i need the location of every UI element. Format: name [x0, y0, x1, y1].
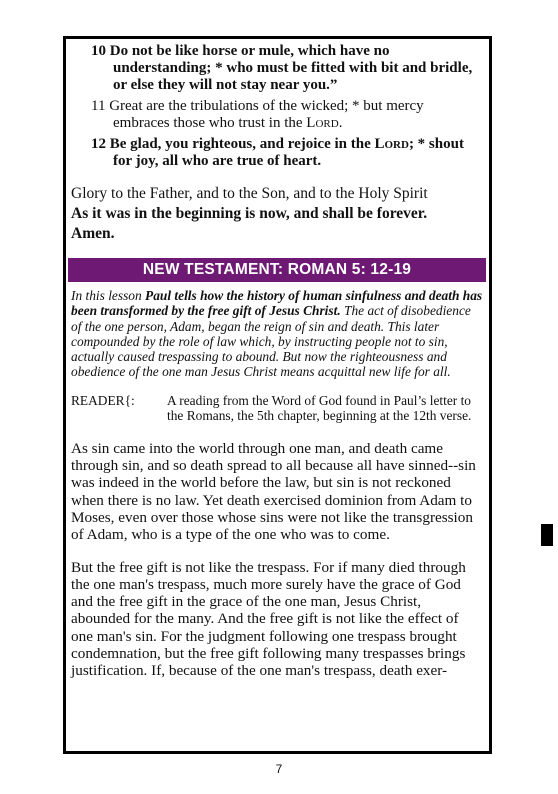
verse-10: 10 Do not be like horse or mule, which have no understanding; * who must be fitted with bit and bridle, or else they will not stay near you.”	[91, 43, 473, 93]
lesson-intro	[71, 288, 483, 380]
section-heading: NEW TESTAMENT: ROMAN 5: 12-19	[68, 258, 486, 282]
reader-text: A reading from the Word of God found in Paul’s letter to the Romans, the 5th chapter, beginning at the 12th verse.	[167, 392, 472, 424]
intro-rest: The act of disobedience of the one person, Adam, began the reign of sin and death. This later compounded by the role of law which, by instructing people not to sin, actually caused trespassing to abound. But now the righteousness and obedience of the one man Jesus Christ means acquittal new life for all.	[71, 303, 471, 380]
intro-prefix: In this lesson	[71, 288, 146, 303]
page-content	[71, 43, 483, 680]
reading-paragraph-1: As sin came into the world through one man, and death came through sin, and so death spread to all because all have sinned--sin was indeed in the world before the law, but sin is not reckoned when there is no law. Yet death exercised dominion from Adam to Moses, even over those whose sins were not like the transgression of Adam, who is a type of the one who was to come.	[71, 439, 476, 544]
reader-label: READER{:	[71, 392, 135, 408]
reading-paragraph-2: But the free gift is not like the trespass. For if many died through the one man's trespass, much more surely have the grace of God and the free gift in the grace of the one man, Jesus Christ, abounded for the many. And the free gift is not like the effect of one man's sin. For the judgment following one trespass brought condemnation, but the free gift following many trespasses brings justification. If, because of the one man's trespass, death exer-	[71, 558, 466, 680]
margin-mark	[541, 524, 553, 546]
doxology-line-2: As it was in the beginning is now, and shall be forever.	[71, 205, 428, 222]
page-frame	[63, 36, 492, 754]
verse-11	[71, 98, 483, 132]
doxology-line-3: Amen.	[71, 225, 115, 242]
verse-11-lord: Lord	[306, 115, 339, 131]
verse-12	[71, 136, 483, 170]
page-number: 7	[275, 762, 283, 776]
doxology-line-1: Glory to the Father, and to the Son, and to the Holy Spirit	[71, 185, 428, 202]
verse-12-lord: Lord	[374, 136, 409, 152]
verse-12-text: 12 Be glad, you righteous, and rejoice in the	[91, 136, 375, 152]
reader-line	[71, 393, 483, 424]
doxology	[71, 184, 483, 244]
verse-11-text: 11 Great are the tribulations of the wicked; * but mercy embraces those who trust in the	[91, 98, 424, 131]
verse-11-end: .	[338, 115, 343, 131]
verse-12-end: ; * shout for joy, all who are true of heart.	[113, 136, 464, 169]
intro-bold: Paul tells how the history of human sinfulness and death has been transformed by the free gift of Jesus Christ.	[71, 288, 483, 319]
